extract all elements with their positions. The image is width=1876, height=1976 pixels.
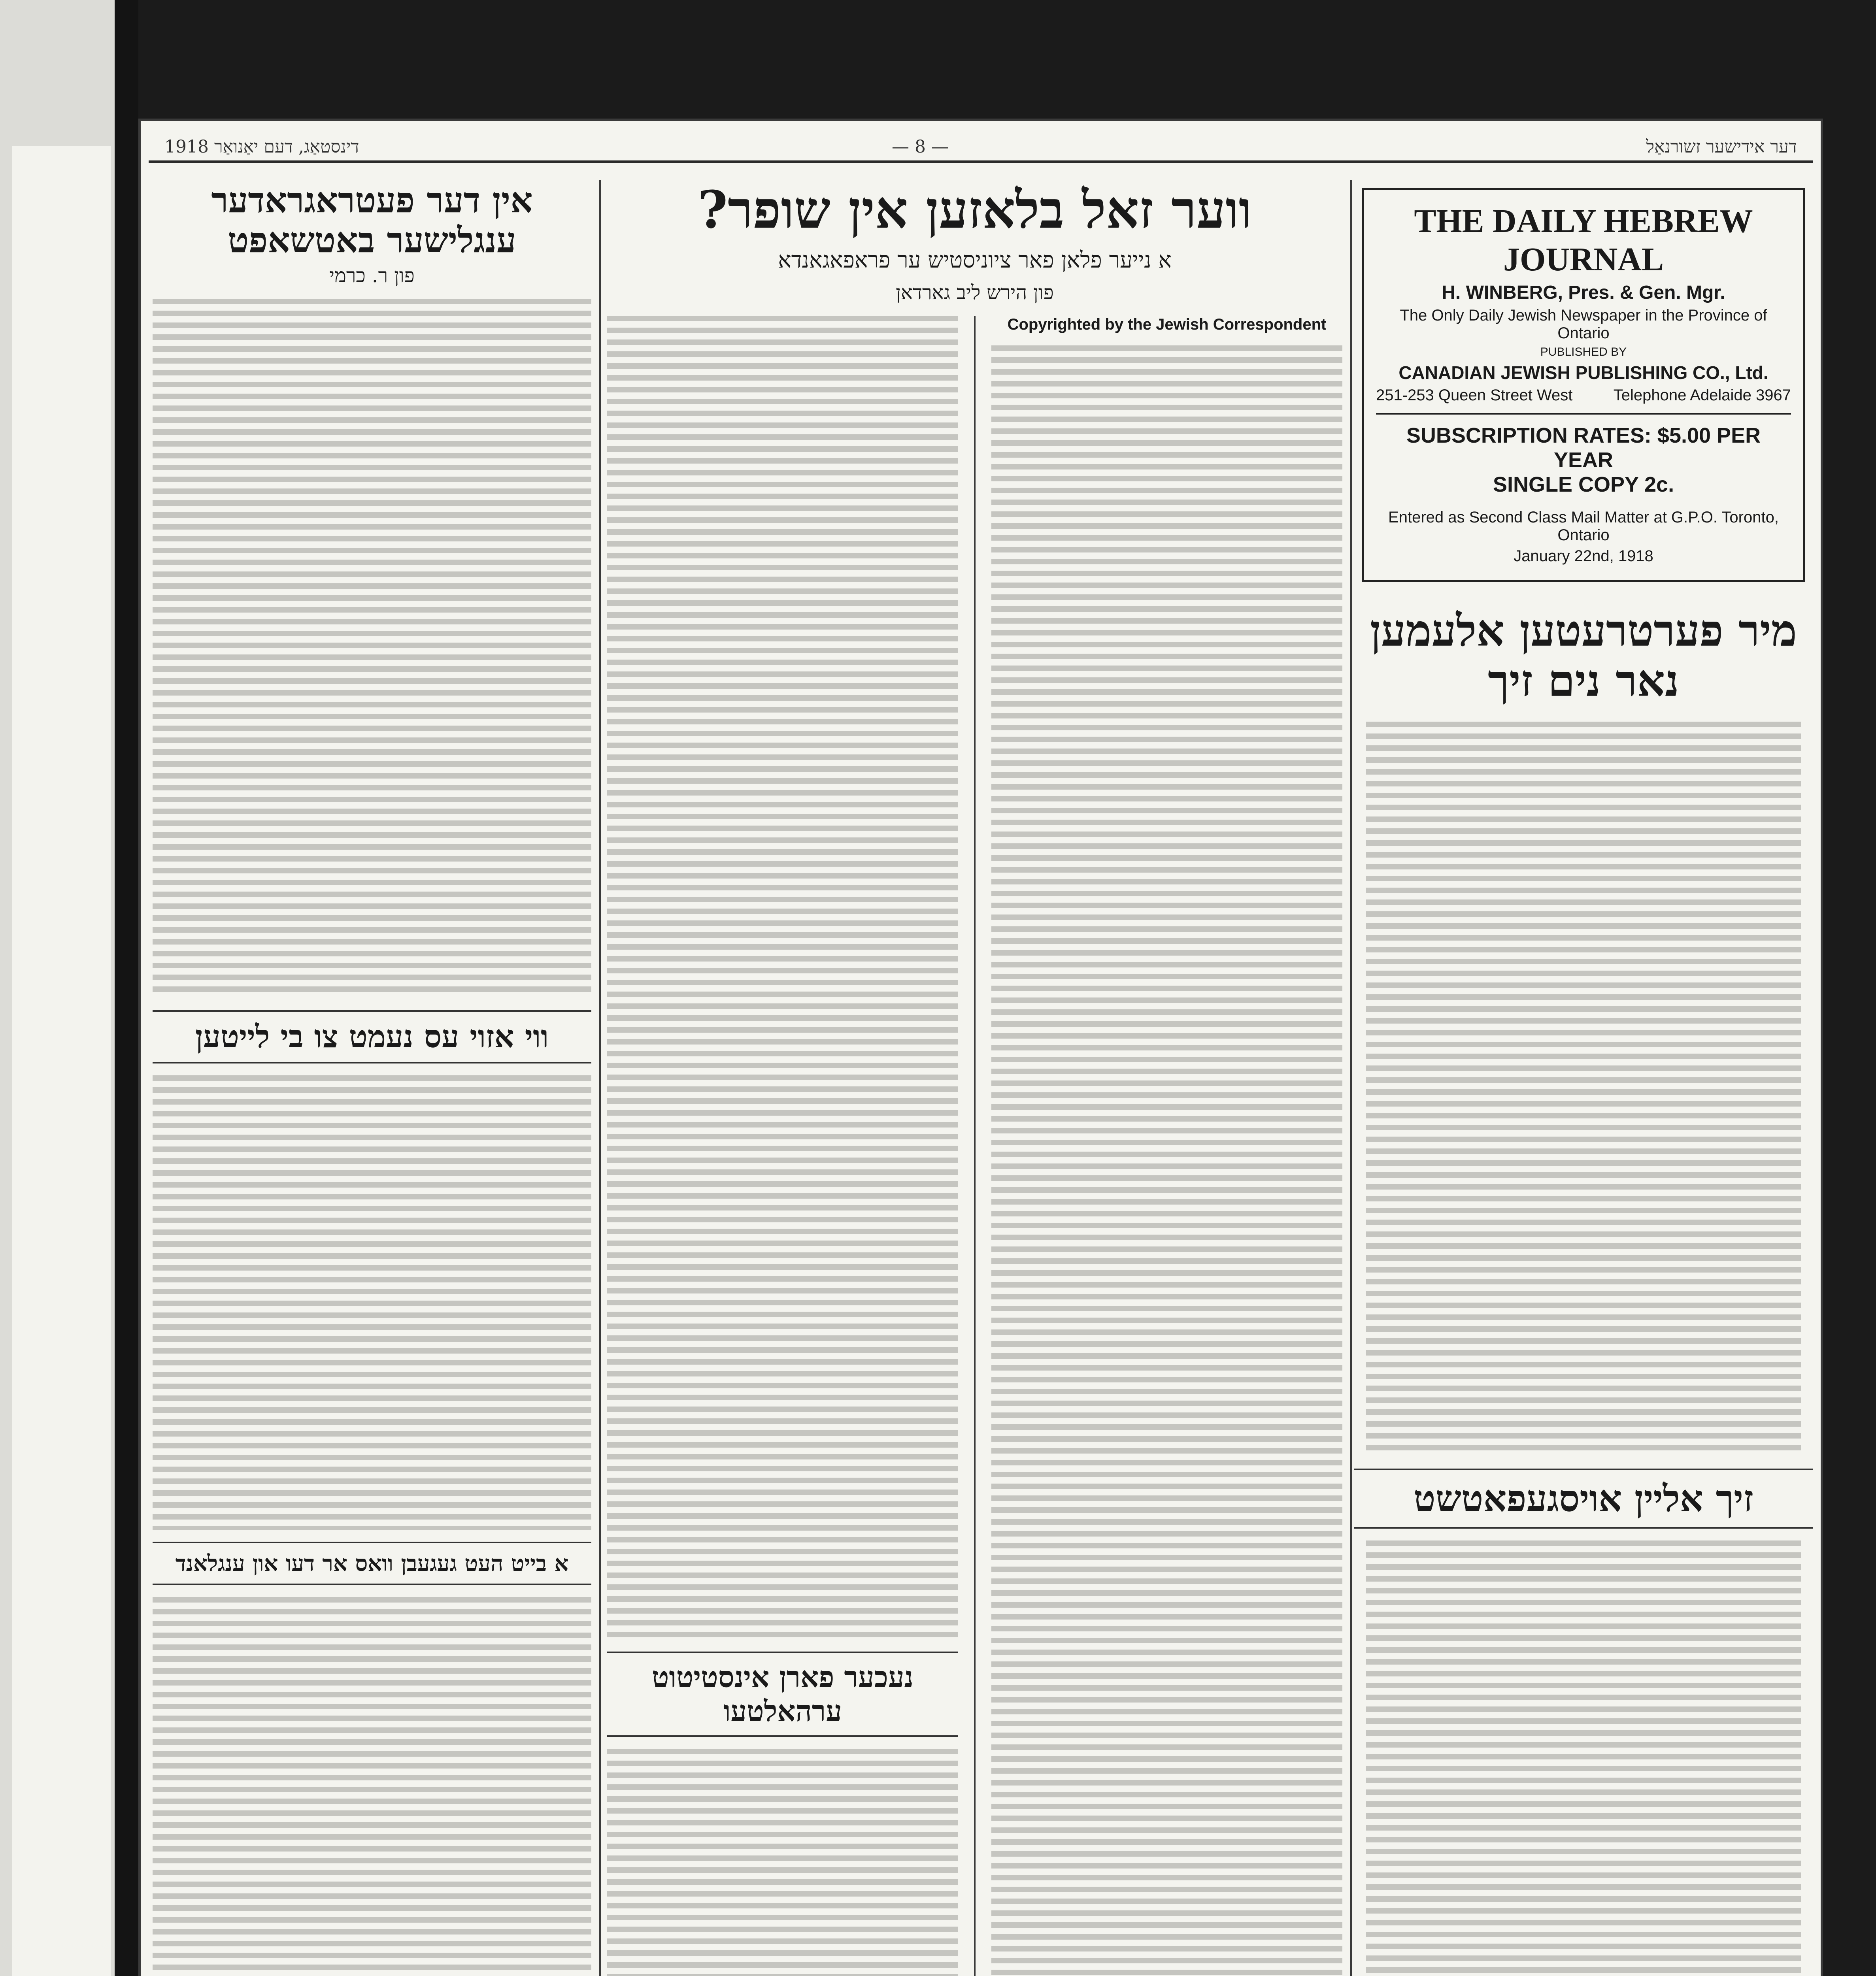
main-article-text-right	[991, 345, 1342, 1976]
masthead-company: CANADIAN JEWISH PUBLISHING CO., Ltd.	[1399, 362, 1768, 383]
left-subarticle-1-text	[153, 1075, 591, 1530]
main-article-subtitle: א נייער פלאן פאר ציוניסטיש ער פראפאגאנדא	[778, 247, 1172, 273]
adjacent-page-strip	[12, 146, 111, 1976]
left-article-text	[153, 299, 591, 998]
masthead-box	[1362, 188, 1805, 582]
masthead-telephone: Telephone Adelaide 3967	[1613, 387, 1791, 404]
main-article-title: ווער זאל בלאזען אין שופר?	[697, 179, 1252, 240]
scan-gutter	[115, 0, 138, 1976]
copyright-notice: Copyrighted by the Jewish Correspondent	[1007, 315, 1327, 333]
column-rule-2	[974, 316, 976, 1976]
masthead-single-copy: SINGLE COPY 2c.	[1493, 473, 1674, 496]
masthead-entered: Entered as Second Class Mail Matter at G.P.O. Toronto, Ontario	[1388, 509, 1779, 544]
newspaper-page	[138, 119, 1823, 1976]
masthead-tagline: The Only Daily Jewish Newspaper in the Province of Ontario	[1400, 307, 1767, 342]
main-article-col-left	[607, 316, 958, 1976]
masthead-published-by: PUBLISHED BY	[1540, 345, 1627, 358]
left-article-byline: פון ר. כרמי	[329, 264, 415, 287]
left-subarticle-2-title: א בייט העט געגעבן וואס אר דעו און ענגלאנד	[153, 1542, 591, 1585]
masthead-divider	[1376, 413, 1791, 415]
editorial-title: מיר פערטרעטען אלעמען נאר נים זיך	[1370, 605, 1797, 706]
running-header-left: דינסטאַג, דעם יאַנואַר 1918	[164, 137, 359, 157]
adjacent-page-edge	[0, 0, 115, 1976]
running-header-right: דער אידישער זשורנאַל	[1646, 137, 1797, 157]
masthead-publisher: H. WINBERG, Pres. & Gen. Mgr.	[1442, 282, 1725, 303]
essay-text	[1366, 1540, 1801, 1976]
side-article-text	[607, 1749, 958, 1976]
main-article	[607, 180, 1342, 1976]
left-article-title: אין דער פעטראגראדער ענגלישער באטשאפט	[211, 179, 533, 261]
main-article-text-left	[607, 316, 958, 1640]
column-rule-1	[599, 180, 601, 1976]
masthead-column	[1354, 180, 1813, 1976]
header-rule	[149, 160, 1813, 163]
left-article-column	[153, 180, 591, 1976]
masthead-contact-row	[1376, 387, 1791, 404]
masthead-subscription: SUBSCRIPTION RATES: $5.00 PER YEAR	[1406, 424, 1761, 472]
side-article-title: נעכער פארן אינסטיטוט ערהאלטעו	[607, 1652, 958, 1737]
editorial-text	[1366, 722, 1801, 1453]
main-article-col-right	[991, 316, 1342, 1976]
main-article-columns	[607, 316, 1342, 1976]
masthead-date: January 22nd, 1918	[1514, 547, 1653, 565]
masthead-title: THE DAILY HEBREW JOURNAL	[1414, 203, 1753, 278]
masthead-address: 251-253 Queen Street West	[1376, 387, 1573, 404]
page-folio: — 8 —	[892, 137, 949, 157]
essay-title: זיך אליין אויסגעפאטשט	[1354, 1469, 1813, 1529]
main-article-byline: פון הירש ליב גארדאן	[896, 281, 1054, 304]
left-subarticle-1-title: ווי אזוי עס נעמט צו בי לייטען	[153, 1010, 591, 1063]
column-rule-3	[1350, 180, 1352, 1976]
left-subarticle-2-text	[153, 1597, 591, 1976]
